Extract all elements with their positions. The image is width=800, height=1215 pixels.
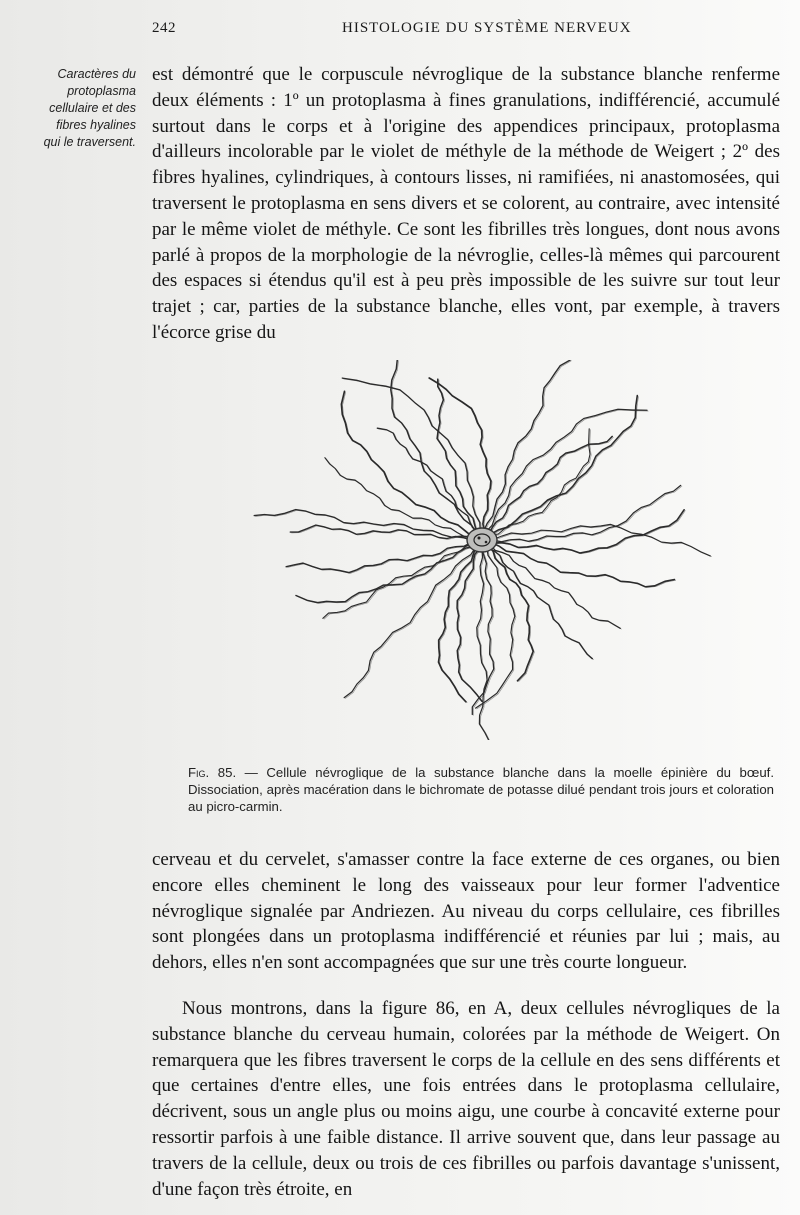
glial-fibre [491, 545, 621, 628]
glial-fibre [485, 361, 572, 532]
figure-85-neuroglia-cell [240, 360, 720, 740]
glial-fibre [493, 485, 681, 541]
glial-fibre [377, 428, 478, 532]
glial-fibre [379, 429, 480, 533]
paragraph-1-text: est démontré que le corpuscule névroglique de la substance blanche renferme deux éléments : 1º un protoplasma à fines granulations, indifférencié, accumulé surtout dans le corps et à l'origine des appendices principaux, protoplasma d'ailleurs incolorable par le violet de méthyle de la méthode de Weigert ; 2º des fibres hyalines, cylindriques, à contours lisses, ni ramifiées, ni anastomosées, qui traversent le protoplasma en sens divers et se colorent, au contraire, avec intensité par le même violet de méthyle. Ce sont les fibrilles très longues, dont nous avons parlé à propos de la morphologie de la névroglie, celles-là mêmes qui parcourent des espaces si étendus qu'il est à peu près impossible de les suivre sur tout leur trajet ; car, parties de la substance blanche, elles vont, par exemple, à travers l'écorce grise du [152, 64, 780, 343]
glial-fibre [486, 409, 647, 532]
paragraph-3 [152, 996, 780, 1202]
glial-fibre [326, 459, 473, 538]
glial-fibre [472, 549, 493, 715]
glial-fibre [487, 410, 648, 532]
page-header [152, 20, 792, 44]
margin-note: Caractères du protoplasma cellulaire et des fibres hyalines qui le traversent. [43, 67, 136, 149]
paragraph-1 [152, 62, 780, 346]
glial-fibre [477, 549, 516, 709]
paragraph-2 [152, 847, 780, 976]
paragraph-2-text: cerveau et du cervelet, s'amasser contre la face externe de ces organes, ou bien encore elles cheminent le long des vaisseaux pour leur former l'adventice névroglique signalée par Andriezen. Au niveau du corps cellulaire, ces fibrilles sont plongées dans un protoplasma indifférencié et réunies par lui ; mais, au dehors, elles n'en sont accompagnées que sur une très courte longueur. [152, 849, 780, 974]
figure-caption [188, 764, 774, 815]
figure-caption-text: — Cellule névroglique de la substance blanche dans la moelle épinière du bœuf. Dissociation, après macération dans le bichromate de potasse dilué pendant trois jours et coloration au picro-carmin. [188, 765, 774, 814]
glial-fibre [492, 396, 639, 535]
glial-fibre [287, 543, 473, 573]
glial-fibre [490, 396, 637, 535]
glial-fibre [430, 379, 492, 532]
glial-fibre [491, 437, 614, 534]
running-head: HISTOLOGIE DU SYSTÈME NERVEUX [342, 20, 632, 36]
glial-fibre [286, 542, 472, 572]
glial-fibre [324, 544, 473, 619]
cell-body [467, 528, 497, 552]
glial-fibre [344, 547, 476, 698]
figure-label: Fig. 85. [188, 765, 237, 780]
page-number: 242 [152, 20, 176, 36]
paragraph-3-text: Nous montrons, dans la figure 86, en A, deux cellules névrogliques de la substance blanche du cerveau humain, colorées par la méthode de Weigert. On remarquera que les fibres traversent le corps de la cellule en des sens différents et que certaines d'entre elles, une fois entrées dans le protoplasma cellulaire, décrivent, sous un angle plus ou moins aigu, une courbe à concavité externe pour ressortir parfois à une faible distance. Il arrive souvent que, dans leur passage au travers de la cellule, deux ou trois de ces fibrilles ou parfois davantage s'unissent, d'une façon très étroite, en [152, 998, 780, 1200]
